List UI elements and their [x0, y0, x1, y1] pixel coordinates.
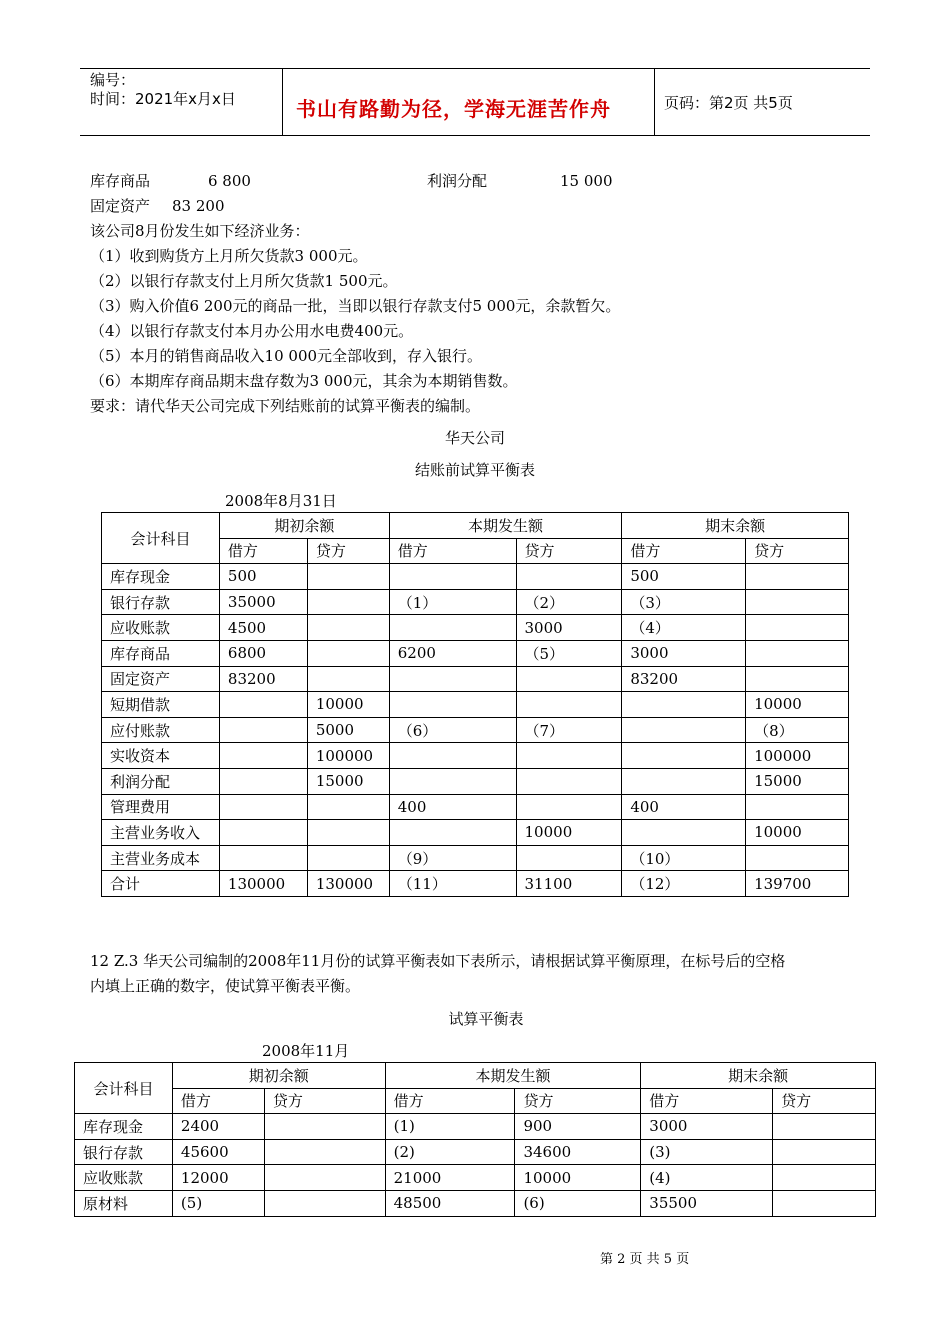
amount-cell [622, 768, 746, 794]
amount-cell [516, 794, 622, 820]
amount-cell: 35500 [641, 1190, 773, 1216]
amount-cell [773, 1114, 876, 1140]
amount-cell: 4500 [219, 615, 307, 641]
sub-credit-header: 贷方 [746, 538, 849, 564]
account-name-cell: 应收账款 [75, 1165, 173, 1191]
amount-cell: 45600 [172, 1139, 264, 1165]
amount-cell: 100000 [746, 743, 849, 769]
table-row [102, 615, 849, 641]
amount-cell [389, 615, 516, 641]
paragraph: （1）收到购货方上月所欠货款3 000元。 [90, 247, 368, 265]
intro-line-1 [90, 171, 613, 191]
amount-cell: 3000 [641, 1114, 773, 1140]
sub-credit-header: 贷方 [307, 538, 389, 564]
group-closing-header: 期末余额 [641, 1063, 876, 1089]
amount-cell: （10） [622, 845, 746, 871]
amount-cell: 100000 [307, 743, 389, 769]
account-name-cell: 库存现金 [75, 1114, 173, 1140]
table-row [102, 717, 849, 743]
group-period-header: 本期发生额 [385, 1063, 641, 1089]
sub-debit-header: 借方 [641, 1088, 773, 1114]
amount-cell: 3000 [622, 640, 746, 666]
header-divider-right [654, 68, 655, 135]
amount-cell [307, 564, 389, 590]
account-name-cell: 原材料 [75, 1190, 173, 1216]
amount-cell [773, 1190, 876, 1216]
amount-cell [219, 768, 307, 794]
amount-cell [307, 845, 389, 871]
amount-cell [773, 1139, 876, 1165]
amount-cell: (3) [641, 1139, 773, 1165]
amount-cell [746, 564, 849, 590]
table-row [102, 768, 849, 794]
table-row [75, 1114, 876, 1140]
table-row [102, 589, 849, 615]
amount-cell: (6) [515, 1190, 641, 1216]
amount-cell [516, 666, 622, 692]
amount-cell: (5) [172, 1190, 264, 1216]
table-row [75, 1139, 876, 1165]
amount-cell: 6200 [389, 640, 516, 666]
amount-cell: 83200 [219, 666, 307, 692]
amount-cell: (4) [641, 1165, 773, 1191]
table-row [102, 845, 849, 871]
amount-cell: 48500 [385, 1190, 515, 1216]
intro-line-2 [90, 196, 225, 216]
amount-cell: 139700 [746, 871, 849, 897]
amount-cell [307, 589, 389, 615]
amount-cell: 10000 [516, 820, 622, 846]
table-row [75, 1190, 876, 1216]
paragraph: 要求：请代华天公司完成下列结账前的试算平衡表的编制。 [90, 397, 481, 415]
amount-cell [307, 615, 389, 641]
intro-fixed-asset-label: 固定资产 [90, 197, 151, 215]
table-row [102, 666, 849, 692]
amount-cell: 5000 [307, 717, 389, 743]
amount-cell: （11） [389, 871, 516, 897]
amount-cell: 2400 [172, 1114, 264, 1140]
amount-cell: 400 [389, 794, 516, 820]
amount-cell: （1） [389, 589, 516, 615]
header-motto: 书山有路勤为径，学海无涯苦作舟 [296, 97, 611, 121]
amount-cell [746, 615, 849, 641]
amount-cell: 12000 [172, 1165, 264, 1191]
amount-cell: 900 [515, 1114, 641, 1140]
sub-debit-header: 借方 [385, 1088, 515, 1114]
intro-profit-value: 15 000 [560, 172, 613, 190]
amount-cell [389, 564, 516, 590]
amount-cell [746, 845, 849, 871]
trial-balance-table-1 [101, 512, 849, 897]
table-row [102, 692, 849, 718]
question2-line1: 12 Z.3 华天公司编制的2008年11月份的试算平衡表如下表所示，请根据试算平衡原理，在标号后的空格 [90, 952, 786, 970]
account-name-cell: 应收账款 [102, 615, 220, 641]
amount-cell: 10000 [746, 820, 849, 846]
header-number: 编号： [90, 71, 136, 89]
sub-debit-header: 借方 [622, 538, 746, 564]
col-account-header: 会计科目 [75, 1063, 173, 1114]
amount-cell [264, 1165, 385, 1191]
account-name-cell: 实收资本 [102, 743, 220, 769]
sub-credit-header: 贷方 [515, 1088, 641, 1114]
header-divider-left [282, 68, 283, 135]
amount-cell: 10000 [515, 1165, 641, 1191]
amount-cell [219, 743, 307, 769]
col-account-header: 会计科目 [102, 513, 220, 564]
amount-cell: （8） [746, 717, 849, 743]
account-name-cell: 库存商品 [102, 640, 220, 666]
amount-cell [389, 666, 516, 692]
sub-credit-header: 贷方 [516, 538, 622, 564]
amount-cell [389, 820, 516, 846]
amount-cell: 34600 [515, 1139, 641, 1165]
paragraph: （4）以银行存款支付本月办公用水电费400元。 [90, 322, 414, 340]
amount-cell [219, 794, 307, 820]
intro-inventory-label: 库存商品 [90, 172, 151, 190]
amount-cell [622, 820, 746, 846]
amount-cell [219, 845, 307, 871]
amount-cell [264, 1114, 385, 1140]
amount-cell [389, 743, 516, 769]
sub-debit-header: 借方 [389, 538, 516, 564]
amount-cell: (2) [385, 1139, 515, 1165]
account-name-cell: 主营业务成本 [102, 845, 220, 871]
amount-cell [622, 717, 746, 743]
paragraph: 该公司8月份发生如下经济业务： [90, 222, 310, 240]
table1-date: 2008年8月31日 [225, 492, 337, 510]
sub-credit-header: 贷方 [264, 1088, 385, 1114]
account-name-cell: 主营业务收入 [102, 820, 220, 846]
amount-cell: 31100 [516, 871, 622, 897]
amount-cell [264, 1139, 385, 1165]
amount-cell [516, 743, 622, 769]
amount-cell: 35000 [219, 589, 307, 615]
trial-balance-table-2 [74, 1062, 876, 1217]
paragraph: （2）以银行存款支付上月所欠货款1 500元。 [90, 272, 398, 290]
intro-inventory-value: 6 800 [208, 172, 251, 190]
amount-cell [307, 794, 389, 820]
table-row [102, 820, 849, 846]
amount-cell [516, 845, 622, 871]
intro-fixed-asset-value: 83 200 [172, 197, 225, 215]
amount-cell: （12） [622, 871, 746, 897]
amount-cell: 500 [622, 564, 746, 590]
amount-cell [307, 820, 389, 846]
amount-cell [219, 692, 307, 718]
account-name-cell: 管理费用 [102, 794, 220, 820]
header-page-info: 页码：第2页 共5页 [664, 94, 793, 112]
amount-cell [389, 692, 516, 718]
table-row [75, 1165, 876, 1191]
amount-cell: （9） [389, 845, 516, 871]
header-bottom-rule [80, 135, 870, 136]
amount-cell: （3） [622, 589, 746, 615]
amount-cell: （2） [516, 589, 622, 615]
amount-cell [389, 768, 516, 794]
group-period-header: 本期发生额 [389, 513, 622, 539]
table-row [102, 743, 849, 769]
paragraph: （3）购入价值6 200元的商品一批，当即以银行存款支付5 000元，余款暂欠。 [90, 297, 621, 315]
amount-cell: 130000 [219, 871, 307, 897]
amount-cell [516, 564, 622, 590]
amount-cell [516, 768, 622, 794]
intro-profit-label: 利润分配 [427, 172, 488, 190]
amount-cell: 15000 [746, 768, 849, 794]
paragraph: （5）本月的销售商品收入10 000元全部收到，存入银行。 [90, 347, 483, 365]
amount-cell [219, 717, 307, 743]
amount-cell: 15000 [307, 768, 389, 794]
group-opening-header: 期初余额 [172, 1063, 385, 1089]
table2-title: 试算平衡表 [448, 1010, 524, 1028]
amount-cell [746, 640, 849, 666]
amount-cell: （7） [516, 717, 622, 743]
amount-cell: 10000 [746, 692, 849, 718]
amount-cell: 21000 [385, 1165, 515, 1191]
group-closing-header: 期末余额 [622, 513, 849, 539]
account-name-cell: 利润分配 [102, 768, 220, 794]
amount-cell [264, 1190, 385, 1216]
table-row [102, 794, 849, 820]
amount-cell: 130000 [307, 871, 389, 897]
amount-cell: （4） [622, 615, 746, 641]
sub-debit-header: 借方 [172, 1088, 264, 1114]
amount-cell [622, 692, 746, 718]
sub-debit-header: 借方 [219, 538, 307, 564]
table-row [102, 640, 849, 666]
header-top-rule [80, 68, 870, 69]
account-name-cell: 合计 [102, 871, 220, 897]
amount-cell: 10000 [307, 692, 389, 718]
amount-cell [746, 589, 849, 615]
amount-cell: 400 [622, 794, 746, 820]
question2-line2: 内填上正确的数字，使试算平衡表平衡。 [90, 977, 361, 995]
amount-cell: 83200 [622, 666, 746, 692]
amount-cell: 500 [219, 564, 307, 590]
sub-credit-header: 贷方 [773, 1088, 876, 1114]
amount-cell [746, 794, 849, 820]
page-footer: 第 2 页 共 5 页 [600, 1252, 690, 1267]
amount-cell [622, 743, 746, 769]
table1-title: 结账前试算平衡表 [414, 461, 535, 479]
amount-cell: (1) [385, 1114, 515, 1140]
amount-cell [307, 640, 389, 666]
amount-cell: 6800 [219, 640, 307, 666]
account-name-cell: 短期借款 [102, 692, 220, 718]
amount-cell: 3000 [516, 615, 622, 641]
header-date: 时间：2021年x月x日 [90, 90, 236, 108]
account-name-cell: 银行存款 [75, 1139, 173, 1165]
table2-date: 2008年11月 [262, 1042, 350, 1060]
table1-company: 华天公司 [444, 429, 505, 447]
account-name-cell: 固定资产 [102, 666, 220, 692]
amount-cell [219, 820, 307, 846]
amount-cell [307, 666, 389, 692]
amount-cell: （5） [516, 640, 622, 666]
paragraph: （6）本期库存商品期末盘存数为3 000元，其余为本期销售数。 [90, 372, 518, 390]
account-name-cell: 应付账款 [102, 717, 220, 743]
amount-cell: （6） [389, 717, 516, 743]
amount-cell [773, 1165, 876, 1191]
amount-cell [516, 692, 622, 718]
group-opening-header: 期初余额 [219, 513, 389, 539]
account-name-cell: 库存现金 [102, 564, 220, 590]
table-row [102, 564, 849, 590]
table-row [102, 871, 849, 897]
amount-cell [746, 666, 849, 692]
account-name-cell: 银行存款 [102, 589, 220, 615]
